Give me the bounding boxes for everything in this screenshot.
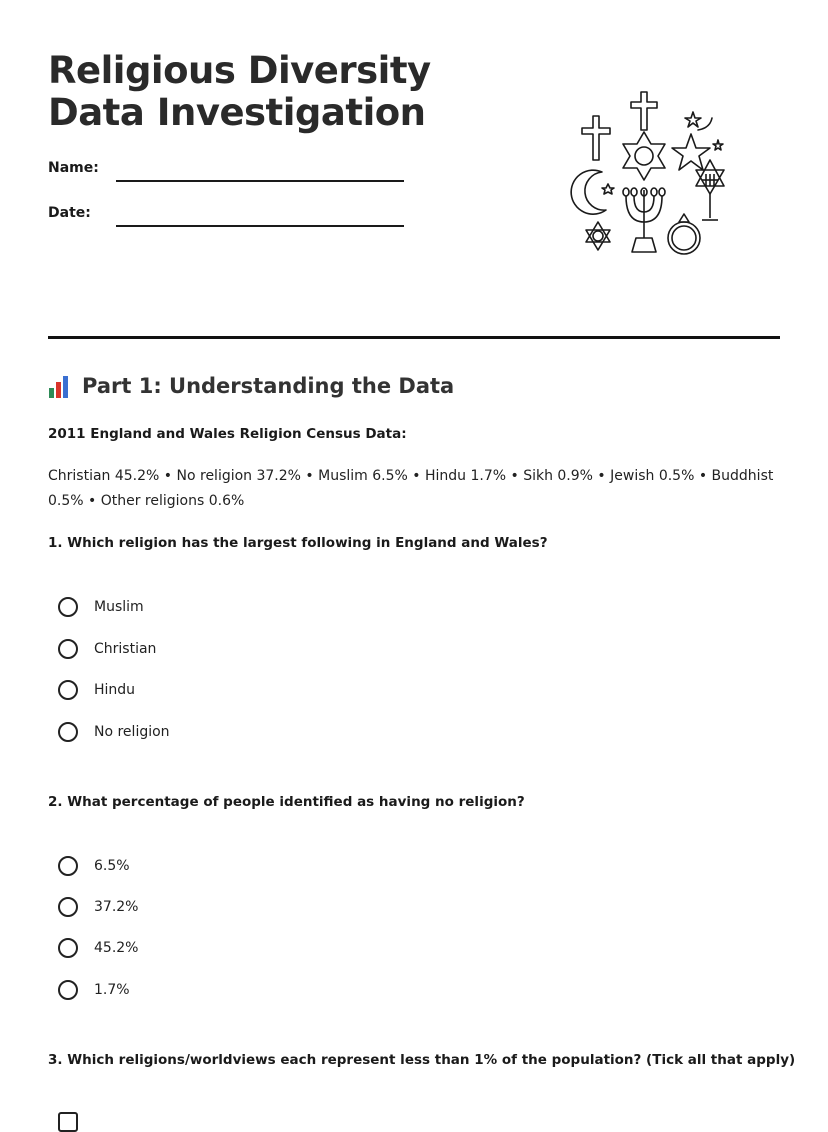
option-label: No religion: [94, 724, 170, 740]
section-divider: [48, 336, 780, 339]
option-label: 37.2%: [94, 899, 139, 915]
menorah-icon: [623, 188, 665, 252]
radio-button[interactable]: [58, 938, 78, 958]
top-cross-icon: [631, 92, 657, 130]
q1-option-christian[interactable]: [58, 636, 156, 662]
page-title: Religious Diversity Data Investigation: [48, 49, 431, 134]
pentagram-icon: [672, 134, 710, 170]
date-label: Date:: [48, 205, 91, 221]
q2-option-6-5[interactable]: [58, 853, 130, 879]
option-label: Hindu: [94, 682, 136, 698]
bar-chart-icon: [48, 374, 72, 398]
question-3: 3. Which religions/worldviews each represent less than 1% of the population? (Tick all that apply): [48, 1052, 796, 1068]
option-label: 6.5%: [94, 858, 130, 874]
radio-button[interactable]: [58, 597, 78, 617]
radio-button[interactable]: [58, 980, 78, 1000]
radio-button[interactable]: [58, 639, 78, 659]
q3-checkbox[interactable]: [58, 1112, 78, 1132]
radio-button[interactable]: [58, 856, 78, 876]
radio-button[interactable]: [58, 897, 78, 917]
q1-option-hindu[interactable]: [58, 677, 135, 703]
ring-symbol-icon: [668, 214, 700, 254]
option-label: Muslim: [94, 599, 144, 615]
name-field[interactable]: [48, 160, 408, 190]
q2-option-37-2[interactable]: [58, 894, 138, 920]
census-data-title: 2011 England and Wales Religion Census Data:: [48, 426, 407, 442]
q2-option-45-2[interactable]: [58, 935, 138, 961]
sun-star-icon: [623, 132, 665, 180]
date-input-line[interactable]: [116, 225, 404, 227]
religious-symbols-icon: [548, 88, 748, 268]
part1-heading: [48, 374, 454, 398]
q2-option-1-7[interactable]: [58, 977, 130, 1003]
question-1: 1. Which religion has the largest following in England and Wales?: [48, 535, 548, 551]
part1-heading-text: Part 1: Understanding the Data: [82, 374, 455, 398]
small-crescent-star-icon: [685, 112, 723, 150]
option-label: 1.7%: [94, 982, 130, 998]
census-data-text: Christian 45.2% • No religion 37.2% • Muslim 6.5% • Hindu 1.7% • Sikh 0.9% • Jewish 0.5% • Buddhist 0.5% • Other religions 0.6%: [48, 468, 774, 509]
crescent-moon-icon: [571, 170, 614, 214]
name-input-line[interactable]: [116, 180, 404, 182]
question-2: 2. What percentage of people identified as having no religion?: [48, 794, 525, 810]
star-of-david-icon: [696, 160, 724, 220]
hexagram-icon: [586, 222, 610, 250]
left-cross-icon: [582, 116, 610, 160]
radio-button[interactable]: [58, 722, 78, 742]
q1-option-muslim[interactable]: [58, 594, 144, 620]
q1-option-no-religion[interactable]: [58, 719, 170, 745]
radio-button[interactable]: [58, 680, 78, 700]
date-field[interactable]: [48, 205, 408, 235]
option-label: 45.2%: [94, 940, 139, 956]
name-label: Name:: [48, 160, 99, 176]
option-label: Christian: [94, 641, 157, 657]
